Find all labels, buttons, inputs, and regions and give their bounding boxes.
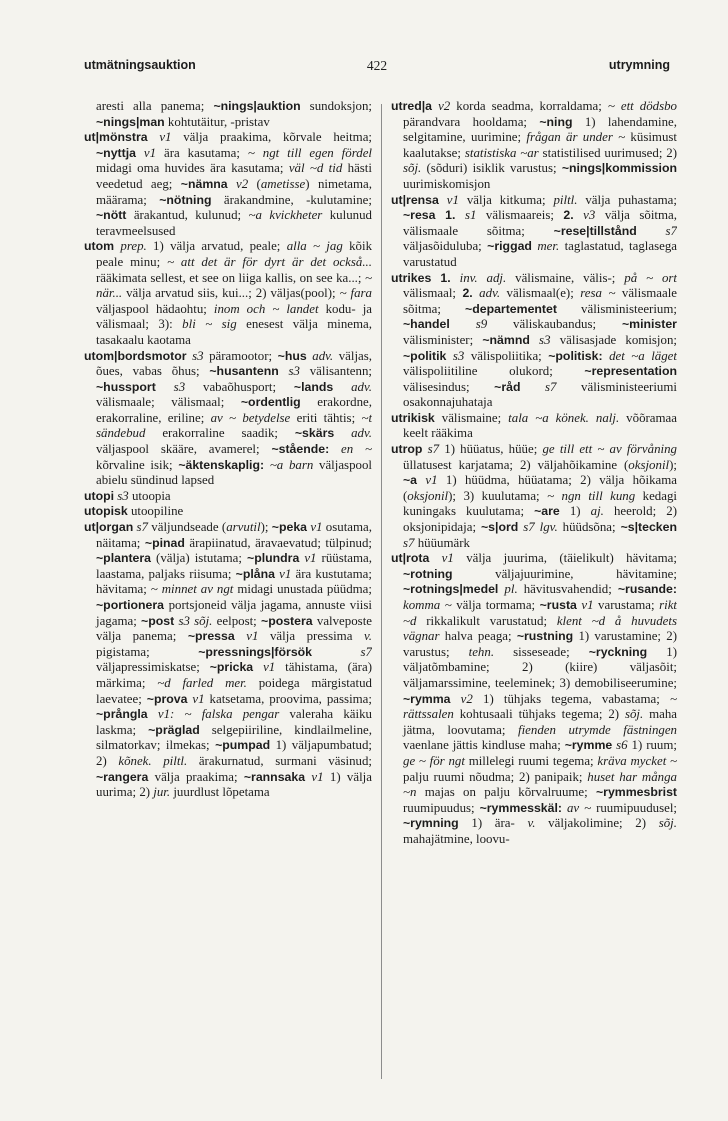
header-guide-word-left: utmätningsauktion	[84, 58, 196, 72]
column-divider	[381, 104, 382, 1079]
dictionary-entry: utrikes 1. inv. adj. välismaine, välis-; på ~ ort välismaal; 2. adv. välismaal(e); resa ~ välismaale sõitma; ~departementet välisministeerium; ~handel s9 väliskaubandus; ~minister välisminister; ~nämnd s3 välisasjade komisjon; ~politik s3 välispoliitika; ~politisk: det ~a läget välispoliitiline olukord; ~representation välisesindus; ~råd s7 välisministeeriumi osakonnajuhataja	[391, 270, 677, 410]
dictionary-entry: utom|bordsmotor s3 päramootor; ~hus adv. väljas, õues, vabas õhus; ~husantenn s3 välisantenn; ~hussport s3 vabaõhusport; ~lands adv. välismaale; välismaal; ~ordentlig erakordne, erakorraline, eriline; av ~ betydelse eriti tähtis; ~t sändebud erakorraline saadik; ~skärs adv. väljaspool skääre, avamerel; ~stående: en ~ kõrvaline isik; ~äktenskaplig: ~a barn väljaspool abielu sündinud lapsed	[84, 348, 372, 488]
dictionary-entry: utrikisk välismaine; tala ~a könek. nalj. võõramaa keelt rääkima	[391, 410, 677, 441]
dictionary-entry: utrop s7 1) hüüatus, hüüe; ge till ett ~ av förvåning üllatusest karjatama; 2) väljahõikamine (oksjonil); ~a v1 1) hüüdma, hüüatama; 2) välja hõikama (oksjonil); 3) kuulutama; ~ ngn till kung kedagi kuningaks kuulutama; ~are 1) aj. heerold; 2) oksjonipidaja; ~s|ord s7 lgv. hüüdsõna; ~s|tecken s7 hüüumärk	[391, 442, 677, 550]
right-column	[391, 99, 677, 1099]
dictionary-entry: ut|organ s7 väljundseade (arvutil); ~peka v1 osutama, näitama; ~pinad ärapiinatud, äravaevatud; tülpinud; ~plantera (välja) istutama; ~plundra v1 rüüstama, laastama, paljaks riisuma; ~plåna v1 ära kustutama; hävitama; ~ minnet av ngt midagi unustada püüdma; ~portionera portsjoneid välja jagama, annuste viisi jagama; ~post s3 sõj. eelpost; ~postera valveposte välja panema; ~pressa v1 välja pressima v. pigistama; ~pressnings|försök s7 väljapressimiskatse; ~pricka v1 tähistama, (ära) märkima; ~d farled mer. poidega märgistatud laevatee; ~prova v1 katsetama, proovima, passima; ~prångla v1: ~ falska pengar valeraha käiku laskma; ~präglad selgepiiriline, kindlailmeline, silmatorkav; ilmekas; ~pumpad 1) väljapumbatud; 2) kõnek. piltl. ärakurnatud, surmani väsinud; ~rangera välja praakima; ~rannsaka v1 1) välja uurima; 2) jur. juurdlust lõpetama	[84, 520, 372, 800]
dictionary-entry: ut|rensa v1 välja kitkuma; piltl. välja puhastama; ~resa 1. s1 välismaareis; 2. v3 välja sõitma, välismaale sõitma; ~rese|tillstånd s7 väljasõiduluba; ~riggad mer. taglastatud, taglasega varustatud	[391, 192, 677, 269]
dictionary-entry: utred|a v2 korda seadma, korraldama; ~ ett dödsbo pärandvara hooldama; ~ning 1) lahendamine, selgitamine, uurimine; frågan är under ~ küsimust kaalutakse; statistiska ~ar statistilised uurimused; 2) sõj. (sõduri) isiklik varustus; ~nings|kommission uurimiskomisjon	[391, 99, 677, 191]
dictionary-entry: utopi s3 utoopia	[84, 488, 171, 503]
page-number: 422	[366, 58, 388, 73]
dictionary-entry: utom prep. 1) välja arvatud, peale; alla ~ jag kõik peale minu; ~ att det är för dyrt är det också... rääkimata sellest, et see on liiga kallis, on see ka...; ~ när... välja arvatud siis, kui...; 2) väljas(pool); ~ fara väljaspool hädaohtu; inom och ~ landet kodu- ja välismaal; 3): bli ~ sig enesest välja minema, tasakaalu kaotama	[84, 239, 372, 347]
header-guide-word-right: utrymning	[608, 58, 670, 72]
left-column	[84, 99, 372, 1099]
page-header	[84, 58, 670, 78]
dictionary-entry: aresti alla panema; ~nings|auktion sundoksjon; ~nings|man kohtutäitur, -pristav	[96, 99, 372, 129]
dictionary-entry: ut|mönstra v1 välja praakima, kõrvale heitma; ~nyttja v1 ära kasutama; ~ ngt till egen fördel midagi oma huvides ära kasutama; väl ~d tid hästi veedetud aeg; ~nämna v2 (ametisse) nimetama, määrama; ~nötning ärakandmine, -kulutamine; ~nött ärakantud, kulunud; ~a kvickheter kulunud teravmeelsused	[84, 130, 372, 238]
dictionary-entry: ut|rota v1 välja juurima, (täielikult) hävitama; ~rotning väljajuurimine, hävitamine; ~rotnings|medel pl. hävitusvahendid; ~rusande: komma ~ välja tormama; ~rusta v1 varustama; rikt ~d rikkalikult varustatud; klent ~d å huvudets vägnar halva peaga; ~rustning 1) varustamine; 2) varustus; tehn. sisseseade; ~ryckning 1) väljatõmbamine; 2) (kiire) väljasõit; väljamarssimine, teeleminek; 3) demobiliseerumine; ~rymma v2 1) tühjaks tegema, vabastama; ~ rättssalen kohtusaali tühjaks tegema; 2) sõj. maha jätma, loovutama; fienden utrymde fästningen vaenlane jättis kindluse maha; ~rymme s6 1) ruum; ge ~ för ngt millelegi ruumi tegema; kräva mycket ~ palju ruumi nõudma; 2) panipaik; huset har många ~n majas on palju kõrvalruume; ~rymmesbrist ruumipuudus; ~rymmesskäl: av ~ ruumipuudusel; ~rymning 1) ära- v. väljakolimine; 2) sõj. mahajätmine, loovu-	[391, 551, 677, 846]
dictionary-entry: utopisk utoopiline	[84, 504, 184, 519]
